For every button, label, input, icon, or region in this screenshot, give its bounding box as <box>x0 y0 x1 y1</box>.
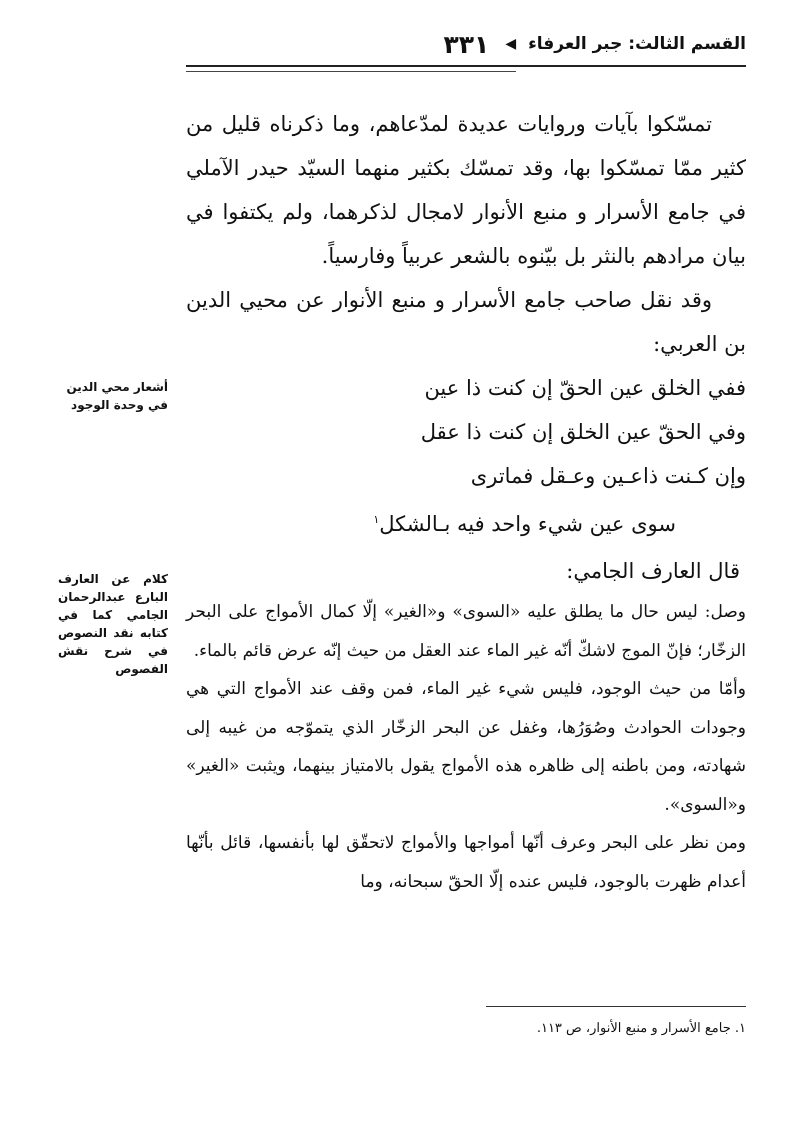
verse-line-4-text: سوى عين شيء واحد فيه بـالشكل <box>379 512 676 536</box>
margin-note-1: أشعار محي الدين في وحدة الوجود <box>66 380 168 412</box>
verse-line-2: وفي الحقّ عين الخلق إن كنت ذا عقل <box>420 420 746 444</box>
paragraph-3: وصل: ليس حال ما يطلق عليه «السوى» و«الغير» إلّا كمال الأمواج على البحر الزخّار؛ فإنّ الموج لاشكّ أنّه غير الماء عند العقل من حيث إنّه عرض قائم بالماء. <box>186 602 746 661</box>
quote-intro: قال العارف الجامي: <box>566 559 740 583</box>
paragraph-5: ومن نظر على البحر وعرف أنّها أمواجها والأمواج لاتحقّق لها بأنفسها، قائل بأنّها أعدام ظهرت بالوجود، فليس عنده إلّا الحقّ سبحانه، وما <box>186 833 746 892</box>
margin-note-2: كلام عن العارف البارع عبدالرحمان الجامي كما في كتابه نقد النصوص في شرح نقش الفصوص <box>58 572 168 676</box>
header-rule-thin <box>186 71 516 72</box>
main-text <box>186 102 746 901</box>
verse-line-1: ففي الخلق عين الحقّ إن كنت ذا عين <box>424 376 746 400</box>
paragraph-2: وقد نقل صاحب جامع الأسرار و منبع الأنوار عن محيي الدين بن العربي: <box>186 288 746 356</box>
section-title: القسم الثالث: جبر العرفاء <box>528 34 746 54</box>
paragraph-4: وأمّا من حيث الوجود، فليس شيء غير الماء، فمن وقف عند الأمواج التي هي وجودات الحوادث وصُوَرُها، وغفل عن البحر الزخّار الذي يتموّجه من غيبه إلى شهادته، ومن باطنه إلى ظاهره هذه الأمواج يقول بالامتياز بينهما، ويثبت «الغير» و«السوى». <box>186 679 746 815</box>
running-header <box>186 28 746 60</box>
paragraph-1: تمسّكوا بآيات وروايات عديدة لمدّعاهم، وما ذكرناه قليل من كثير ممّا تمسّكوا بها، وقد تمسّك بكثير منهما السيّد حيدر الآملي في جامع الأسرار و منبع الأنوار لامجال لذكرهما، ولم يكتفوا في بيان مرادهم بالنثر بل بيّنوه بالشعر عربياً وفارسياً. <box>186 112 746 268</box>
footnote-rule <box>486 1006 746 1007</box>
verse-line-4 <box>186 498 746 546</box>
footnote: ١. جامع الأسرار و منبع الأنوار، ص ١١٣. <box>536 1021 746 1036</box>
page-number: ٣٣١ <box>443 29 490 59</box>
footnote-ref[interactable]: ١ <box>373 513 380 526</box>
triangle-marker-icon: ◀ <box>505 36 517 52</box>
verse-line-3: وإن كـنت ذاعـين وعـقل فماترى <box>470 464 746 488</box>
header-rule <box>186 65 746 67</box>
